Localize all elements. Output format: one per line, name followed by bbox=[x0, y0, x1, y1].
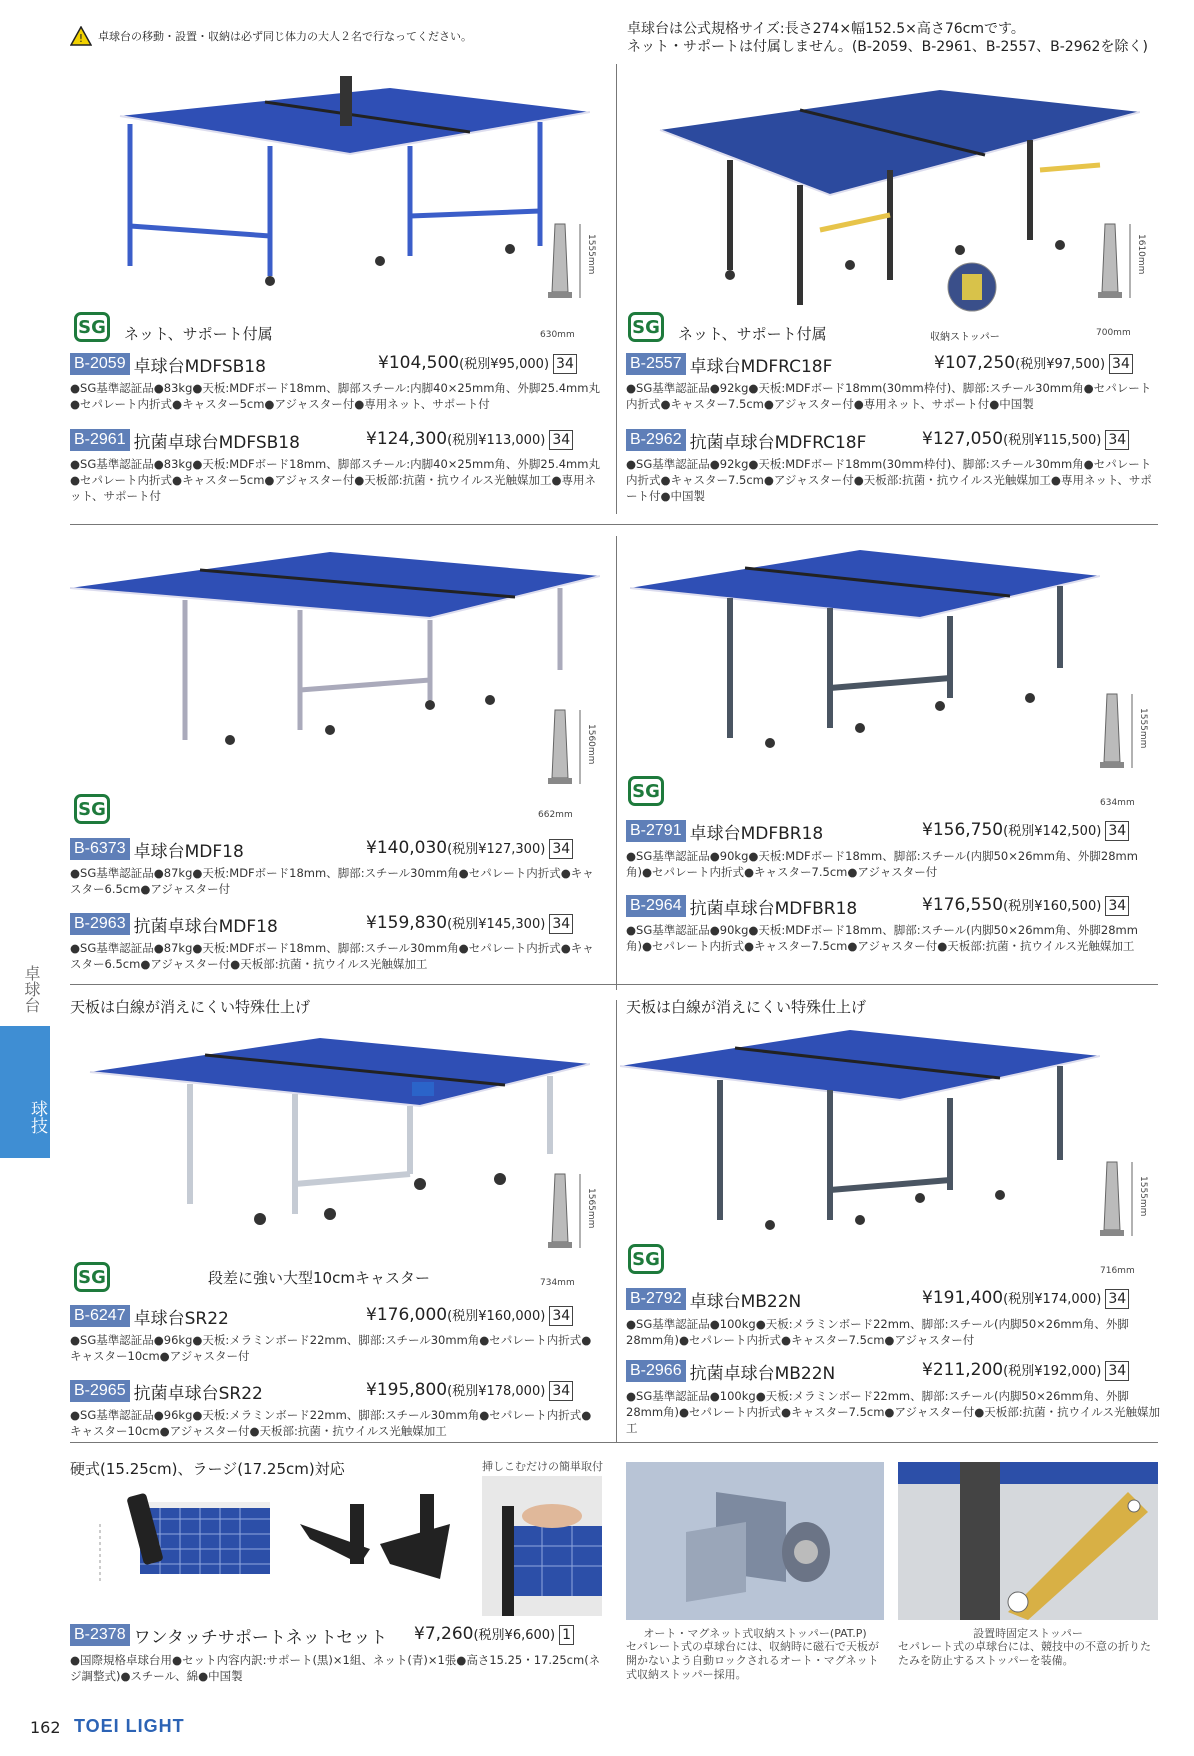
qty-box: 34 bbox=[549, 1306, 573, 1326]
product-spec: ●SG基準認証品●100kg●天板:メラミンボード22mm、脚部:スチール(内脚50×26mm角、外脚28mm角)●セパレート内折式●キャスター7.5cm●アジャスター付●天板部:抗菌・抗ウイルス光触媒加工 bbox=[626, 1389, 1160, 1435]
stopper-label: 収納ストッパー bbox=[930, 332, 1000, 343]
product-b2792 bbox=[626, 1288, 801, 1310]
caster-note: 段差に強い大型10cmキャスター bbox=[208, 1269, 430, 1287]
divider bbox=[70, 1442, 1158, 1443]
price: ¥176,550(税別¥160,500) 34 bbox=[922, 895, 1129, 916]
special-surface-note: 天板は白線が消えにくい特殊仕上げ bbox=[626, 998, 867, 1016]
product-spec: ●SG基準認証品●96kg●天板:メラミンボード22mm、脚部:スチール30mm角●セパレート内折式●キャスター10cm●アジャスター付●天板部:抗菌・抗ウイルス光触媒加工 bbox=[70, 1408, 592, 1438]
product-code: B-2557 bbox=[626, 353, 686, 375]
qty-box: 34 bbox=[1109, 354, 1133, 374]
qty-box: 34 bbox=[1105, 1361, 1129, 1381]
product-b2961 bbox=[70, 429, 300, 451]
qty-box: 34 bbox=[1105, 896, 1129, 916]
product-spec: ●SG基準認証品●96kg●天板:メラミンボード22mm、脚部:スチール30mm角●セパレート内折式●キャスター10cm●アジャスター付 bbox=[70, 1333, 592, 1363]
product-code: B-2966 bbox=[626, 1360, 686, 1382]
page-number: 162 bbox=[30, 1718, 61, 1737]
product-name: 抗菌卓球台MDFRC18F bbox=[689, 432, 867, 453]
product-spec: ●SG基準認証品●90kg●天板:MDFボード18mm、脚部:スチール(内脚50×26mm角、外脚28mm角)●セパレート内折式●キャスター7.5cm●アジャスター付●天板部:抗菌・抗ウイルス光触媒加工 bbox=[626, 923, 1138, 953]
divider bbox=[616, 64, 617, 514]
install-photo bbox=[482, 1476, 602, 1616]
product-spec: ●SG基準認証品●100kg●天板:メラミンボード22mm、脚部:スチール(内脚50×26mm角、外脚28mm角)●セパレート内折式●キャスター7.5cm●アジャスター付 bbox=[626, 1317, 1129, 1347]
product-name: 抗菌卓球台MDFSB18 bbox=[133, 432, 300, 453]
product-code: B-2963 bbox=[70, 913, 130, 935]
product-b2966 bbox=[626, 1360, 835, 1382]
price: ¥156,750(税別¥142,500) 34 bbox=[922, 820, 1129, 841]
spec-note bbox=[627, 20, 1148, 56]
spec-note-line-1: 卓球台は公式規格サイズ:長さ274×幅152.5×高さ76cmです。 bbox=[627, 21, 1025, 37]
product-b2965 bbox=[70, 1380, 263, 1402]
price: ¥195,800(税別¥178,000) 34 bbox=[366, 1380, 573, 1401]
product-code: B-6247 bbox=[70, 1305, 130, 1327]
product-spec: ●SG基準認証品●83kg●天板:MDFボード18mm、脚部スチール:内脚40×25mm角、外脚25.4mm丸●セパレート内折式●キャスター5cm●アジャスター付●天板部:抗菌・抗ウイルス光触媒加工●専用ネット、サポート付 bbox=[70, 457, 600, 503]
product-code: B-2962 bbox=[626, 429, 686, 451]
product-name: 抗菌卓球台MDFBR18 bbox=[689, 898, 858, 919]
product-b2791 bbox=[626, 820, 823, 842]
product-spec: ●SG基準認証品●92kg●天板:MDFボード18mm(30mm枠付)、脚部:スチール30mm角●セパレート内折式●キャスター7.5cm●アジャスター付●専用ネット、サポート付●中国製 bbox=[626, 381, 1152, 411]
divider bbox=[616, 536, 617, 990]
table-image-sr22 bbox=[80, 1024, 590, 1229]
fixed-stopper-photo bbox=[898, 1462, 1158, 1620]
product-name: 卓球台MDFRC18F bbox=[689, 356, 833, 377]
table-image-mdfrc18f bbox=[640, 70, 1140, 310]
price: ¥176,000(税別¥160,000) 34 bbox=[366, 1305, 573, 1326]
spec-note-line-2: ネット・サポートは付属しません。(B-2059、B-2961、B-2557、B-2962を除く) bbox=[627, 39, 1148, 55]
dimension-height: 1555mm bbox=[1138, 708, 1148, 749]
price: ¥7,260(税別¥6,600) 1 bbox=[414, 1624, 574, 1645]
product-name: 卓球台SR22 bbox=[133, 1308, 229, 1329]
category-label: 卓球台 bbox=[22, 965, 41, 1013]
warning-notice bbox=[70, 26, 472, 46]
net-support-label: ネット、サポート付属 bbox=[678, 325, 827, 343]
divider bbox=[70, 524, 1158, 525]
product-code: B-2059 bbox=[70, 353, 130, 375]
product-spec: ●国際規格卓球台用●セット内容内訳:サポート(黒)×1組、ネット(青)×1張●高さ15.25・17.25cm(ネジ調整式)●スチール、綿●中国製 bbox=[70, 1653, 601, 1683]
dimension-width: 662mm bbox=[538, 810, 573, 820]
table-image-mb22n bbox=[620, 1020, 1100, 1235]
product-code: B-2378 bbox=[70, 1624, 130, 1646]
sg-mark-icon: SG bbox=[628, 1244, 664, 1274]
product-b2963 bbox=[70, 913, 278, 935]
special-surface-note: 天板は白線が消えにくい特殊仕上げ bbox=[70, 998, 311, 1016]
qty-box: 34 bbox=[549, 1381, 573, 1401]
table-image-mdfbr18 bbox=[630, 538, 1100, 758]
dimension-height: 1565mm bbox=[586, 1188, 596, 1229]
qty-box: 34 bbox=[549, 430, 573, 450]
auto-stopper-title: オート・マグネット式収納ストッパー(PAT.P) bbox=[643, 1627, 867, 1640]
product-name: 卓球台MDF18 bbox=[133, 841, 244, 862]
qty-box: 34 bbox=[549, 914, 573, 934]
qty-box: 34 bbox=[549, 839, 573, 859]
product-spec: ●SG基準認証品●83kg●天板:MDFボード18mm、脚部スチール:内脚40×25mm角、外脚25.4mm丸●セパレート内折式●キャスター5cm●アジャスター付●専用ネット、サポート付 bbox=[70, 381, 600, 411]
stopper-thumbnail bbox=[940, 262, 1004, 312]
product-name: 卓球台MDFBR18 bbox=[689, 823, 824, 844]
fixed-stopper-desc: セパレート式の卓球台には、競技中の不意の折りたたみを防止するストッパーを装備。 bbox=[898, 1640, 1151, 1667]
warning-text: 卓球台の移動・設置・収納は必ず同じ体力の大人２名で行なってください。 bbox=[98, 30, 472, 43]
qty-box: 34 bbox=[1105, 1289, 1129, 1309]
net-image bbox=[80, 1484, 280, 1594]
sg-mark-icon: SG bbox=[74, 312, 110, 342]
product-b6373 bbox=[70, 838, 244, 860]
price: ¥124,300(税別¥113,000) 34 bbox=[366, 429, 573, 450]
warning-icon bbox=[70, 26, 92, 46]
sg-mark-icon: SG bbox=[74, 1262, 110, 1292]
sg-mark-icon: SG bbox=[628, 312, 664, 342]
auto-stopper-desc: セパレート式の卓球台には、収納時に磁石で天板が開かないよう自動ロックされるオート・マグネット式収納ストッパー採用。 bbox=[626, 1640, 879, 1681]
qty-box: 34 bbox=[1105, 821, 1129, 841]
price: ¥211,200(税別¥192,000) 34 bbox=[922, 1360, 1129, 1381]
product-name: 卓球台MDFSB18 bbox=[133, 356, 266, 377]
product-spec: ●SG基準認証品●87kg●天板:MDFボード18mm、脚部:スチール30mm角●セパレート内折式●キャスター6.5cm●アジャスター付●天板部:抗菌・抗ウイルス光触媒加工 bbox=[70, 941, 594, 971]
qty-box: 34 bbox=[553, 354, 577, 374]
price: ¥104,500(税別¥95,000) 34 bbox=[378, 353, 577, 374]
qty-box: 1 bbox=[559, 1625, 574, 1645]
product-spec: ●SG基準認証品●90kg●天板:MDFボード18mm、脚部:スチール(内脚50×26mm角、外脚28mm角)●セパレート内折式●キャスター7.5cm●アジャスター付 bbox=[626, 849, 1138, 879]
dimension-height: 1555mm bbox=[586, 234, 596, 275]
sg-mark-icon: SG bbox=[74, 794, 110, 824]
product-name: 抗菌卓球台MDF18 bbox=[133, 916, 278, 937]
product-code: B-6373 bbox=[70, 838, 130, 860]
product-code: B-2961 bbox=[70, 429, 130, 451]
sg-mark-icon: SG bbox=[628, 776, 664, 806]
divider bbox=[616, 1000, 617, 1442]
product-b2964 bbox=[626, 895, 857, 917]
net-size-note: 硬式(15.25cm)、ラージ(17.25cm)対応 bbox=[70, 1460, 345, 1478]
dimension-width: 734mm bbox=[540, 1278, 575, 1288]
qty-box: 34 bbox=[1105, 430, 1129, 450]
product-code: B-2964 bbox=[626, 895, 686, 917]
svg-text:!: ! bbox=[78, 32, 84, 45]
price: ¥127,050(税別¥115,500) 34 bbox=[922, 429, 1129, 450]
dimension-height: 1555mm bbox=[1138, 1176, 1148, 1217]
dimension-width: 634mm bbox=[1100, 798, 1135, 808]
product-code: B-2965 bbox=[70, 1380, 130, 1402]
product-spec: ●SG基準認証品●87kg●天板:MDFボード18mm、脚部:スチール30mm角●セパレート内折式●キャスター6.5cm●アジャスター付 bbox=[70, 866, 594, 896]
dimension-width: 716mm bbox=[1100, 1266, 1135, 1276]
support-image bbox=[290, 1484, 460, 1594]
product-b2378 bbox=[70, 1624, 387, 1646]
easy-install-note: 挿しこむだけの簡単取付 bbox=[482, 1460, 603, 1473]
dimension-width: 630mm bbox=[540, 330, 575, 340]
dimension-width: 700mm bbox=[1096, 328, 1131, 338]
product-name: 抗菌卓球台SR22 bbox=[133, 1383, 263, 1404]
product-name: 卓球台MB22N bbox=[689, 1291, 802, 1312]
product-name: 抗菌卓球台MB22N bbox=[689, 1363, 836, 1384]
fixed-stopper-title: 設置時固定ストッパー bbox=[973, 1627, 1083, 1640]
price: ¥107,250(税別¥97,500) 34 bbox=[934, 353, 1133, 374]
product-b2557 bbox=[626, 353, 832, 375]
dimension-height: 1610mm bbox=[1136, 234, 1146, 275]
table-image-mdf18 bbox=[70, 540, 600, 760]
product-code: B-2791 bbox=[626, 820, 686, 842]
auto-stopper-photo bbox=[626, 1462, 884, 1620]
price: ¥159,830(税別¥145,300) 34 bbox=[366, 913, 573, 934]
net-support-label: ネット、サポート付属 bbox=[124, 325, 273, 343]
brand-logo: TOEI LIGHT bbox=[74, 1716, 185, 1736]
divider bbox=[70, 984, 1158, 985]
product-code: B-2792 bbox=[626, 1288, 686, 1310]
dimension-height: 1560mm bbox=[586, 724, 596, 765]
table-image-mdfsb18 bbox=[70, 66, 590, 286]
price: ¥191,400(税別¥174,000) 34 bbox=[922, 1288, 1129, 1309]
product-b2059 bbox=[70, 353, 266, 375]
price: ¥140,030(税別¥127,300) 34 bbox=[366, 838, 573, 859]
product-name: ワンタッチサポートネットセット bbox=[133, 1627, 388, 1648]
sports-tab[interactable]: 球技 bbox=[0, 1026, 50, 1158]
product-b2962 bbox=[626, 429, 866, 451]
product-b6247 bbox=[70, 1305, 229, 1327]
product-spec: ●SG基準認証品●92kg●天板:MDFボード18mm(30mm枠付)、脚部:スチール30mm角●セパレート内折式●キャスター7.5cm●アジャスター付●天板部:抗菌・抗ウイルス光触媒加工●専用ネット、サポート付●中国製 bbox=[626, 457, 1152, 503]
